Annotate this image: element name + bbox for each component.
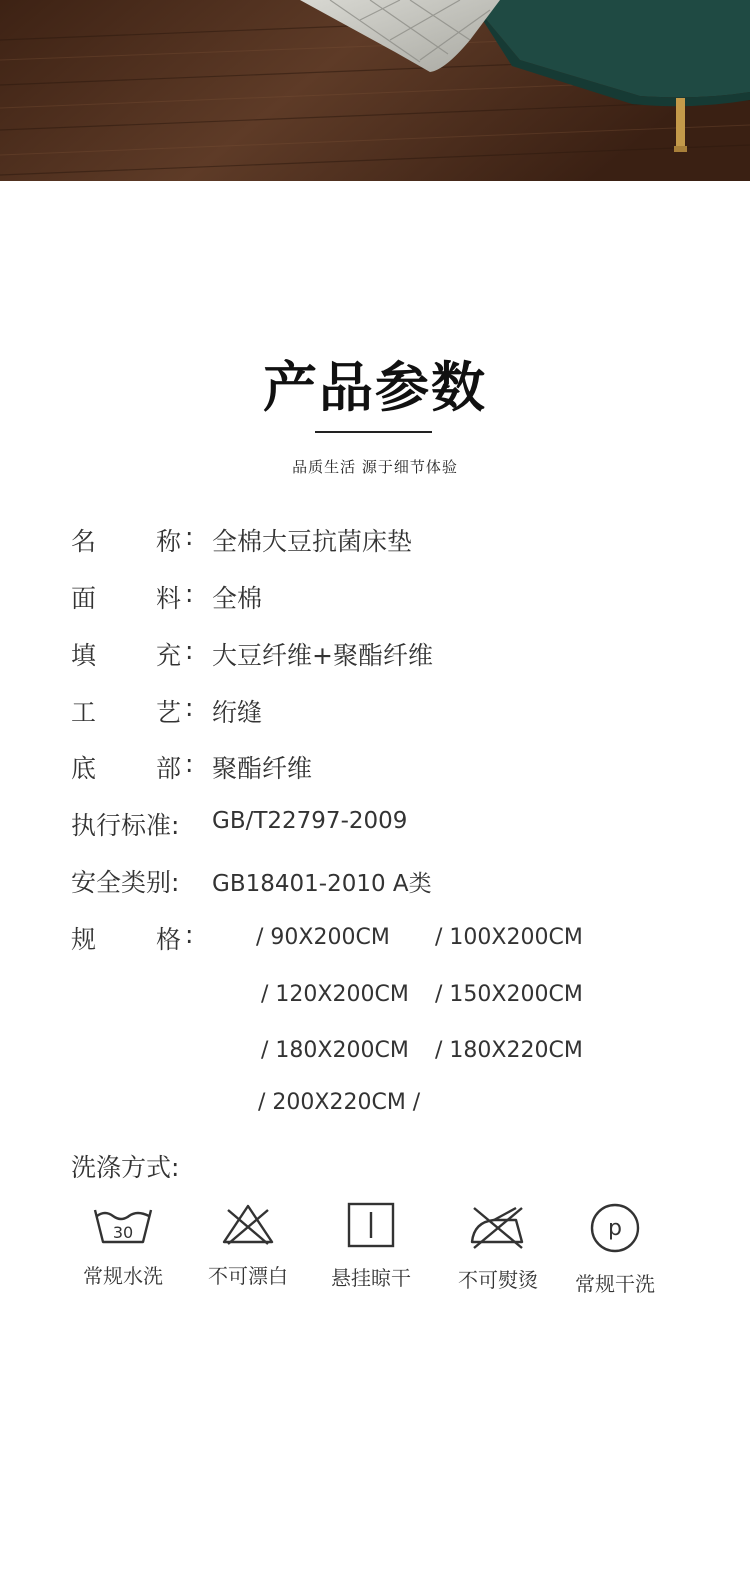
washing-label: 洗涤方式: — [71, 1153, 180, 1182]
bedroom-floor-image — [0, 0, 750, 181]
dry-clean-letter: p — [608, 1216, 622, 1241]
page-title: 产品参数 — [263, 356, 487, 419]
spec-value: 全棉 — [212, 584, 263, 613]
care-caption: 不可漂白 — [208, 1264, 288, 1288]
no-bleach-icon — [220, 1202, 276, 1246]
spec-value: 聚酯纤维 — [212, 754, 313, 783]
care-no-bleach — [193, 1202, 303, 1289]
size-option: / 180X200CM — [261, 1038, 409, 1063]
care-wash-30 — [68, 1202, 178, 1289]
care-caption: 常规水洗 — [83, 1264, 163, 1288]
spec-value: GB/T22797-2009 — [212, 808, 408, 834]
spec-label: 执行标准: — [71, 811, 180, 840]
size-option: / 180X220CM — [435, 1038, 583, 1063]
care-dry-clean — [560, 1202, 670, 1297]
title-divider — [315, 431, 432, 433]
size-option: / 120X200CM — [261, 982, 409, 1007]
spec-label-part: 艺 — [156, 698, 182, 727]
dry-clean-p-icon — [589, 1202, 641, 1254]
care-no-iron — [443, 1202, 553, 1293]
spec-colon: : — [185, 579, 194, 608]
spec-label-part: 名 — [71, 527, 97, 556]
spec-colon: : — [185, 920, 194, 949]
spec-label-part: 面 — [71, 584, 97, 613]
wash-temperature: 30 — [112, 1223, 134, 1242]
spec-label: 安全类别: — [71, 868, 180, 897]
page-subtitle: 品质生活 源于细节体验 — [292, 458, 458, 476]
spec-colon: : — [185, 693, 194, 722]
spec-value: 绗缝 — [212, 698, 263, 727]
no-iron-icon — [468, 1202, 528, 1250]
size-option: / 100X200CM — [435, 925, 583, 950]
size-option: / 150X200CM — [435, 982, 583, 1007]
spec-label-part: 称 — [156, 527, 182, 556]
care-caption: 不可熨烫 — [458, 1268, 538, 1292]
size-option: / 200X220CM / — [258, 1090, 421, 1115]
care-hang-dry — [316, 1202, 426, 1291]
hang-dry-icon — [347, 1202, 395, 1248]
spec-colon: : — [185, 749, 194, 778]
spec-value: 大豆纤维+聚酯纤维 — [212, 641, 433, 670]
care-caption: 悬挂晾干 — [331, 1266, 411, 1290]
spec-value: 全棉大豆抗菌床垫 — [212, 527, 413, 556]
spec-label-part: 格 — [156, 925, 182, 954]
spec-label-part: 工 — [71, 698, 97, 727]
spec-label-part: 规 — [71, 925, 97, 954]
spec-label-part: 充 — [156, 641, 182, 670]
wash-30-icon — [91, 1202, 155, 1246]
care-caption: 常规干洗 — [575, 1272, 655, 1296]
spec-label-part: 部 — [156, 754, 182, 783]
spec-label-part: 底 — [71, 754, 97, 783]
size-option: / 90X200CM — [256, 925, 390, 950]
product-photo — [0, 0, 750, 181]
spec-label-part: 料 — [156, 584, 182, 613]
spec-value: GB18401-2010 A类 — [212, 871, 432, 897]
spec-label-part: 填 — [71, 641, 97, 670]
spec-colon: : — [185, 636, 194, 665]
spec-colon: : — [185, 522, 194, 551]
